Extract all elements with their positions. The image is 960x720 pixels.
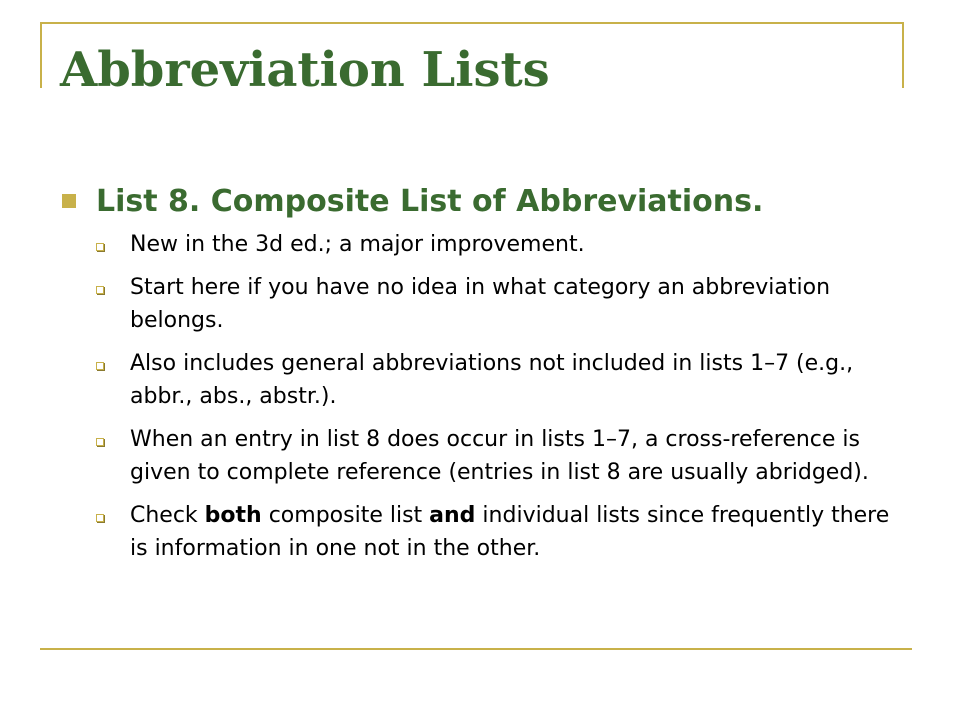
emphasis-and: and bbox=[429, 503, 476, 528]
sub-bullet-text: When an entry in list 8 does occur in lists 1–7, a cross-reference is given to complete reference (entries in list 8 are usually abridged). bbox=[130, 427, 869, 485]
frame-right-line bbox=[902, 22, 904, 88]
slide-title: Abbreviation Lists bbox=[60, 42, 550, 98]
hollow-square-bullet-icon bbox=[96, 243, 104, 251]
sub-bullet-text-part: composite list bbox=[261, 503, 430, 528]
sub-bullet-item bbox=[96, 271, 896, 337]
hollow-square-bullet-icon bbox=[96, 438, 104, 446]
sub-bullet-text-part: Check bbox=[130, 503, 205, 528]
sub-bullet-item bbox=[96, 347, 896, 413]
hollow-square-bullet-icon bbox=[96, 514, 104, 522]
frame-top-line bbox=[40, 22, 904, 24]
hollow-square-bullet-icon bbox=[96, 362, 104, 370]
sub-bullet-text: New in the 3d ed.; a major improvement. bbox=[130, 232, 585, 257]
emphasis-both: both bbox=[204, 503, 262, 528]
sub-bullet-text: Also includes general abbreviations not included in lists 1–7 (e.g., abbr., abs., abstr.). bbox=[130, 351, 854, 409]
sub-bullet-text bbox=[130, 503, 889, 561]
frame-bottom-line bbox=[40, 648, 912, 650]
sub-bullet-item bbox=[96, 499, 896, 565]
sub-bullet-text: Start here if you have no idea in what category an abbreviation belongs. bbox=[130, 275, 831, 333]
sub-bullet-item bbox=[96, 228, 896, 261]
sub-bullet-text-part: individual lists since frequently there is information in one not in the other. bbox=[130, 503, 890, 561]
sub-bullet-item bbox=[96, 423, 896, 489]
main-bullet-heading: List 8. Composite List of Abbreviations. bbox=[96, 184, 764, 219]
hollow-square-bullet-icon bbox=[96, 286, 104, 294]
sub-bullet-list bbox=[96, 228, 896, 575]
square-bullet-icon bbox=[62, 194, 76, 208]
frame-left-line bbox=[40, 22, 42, 88]
